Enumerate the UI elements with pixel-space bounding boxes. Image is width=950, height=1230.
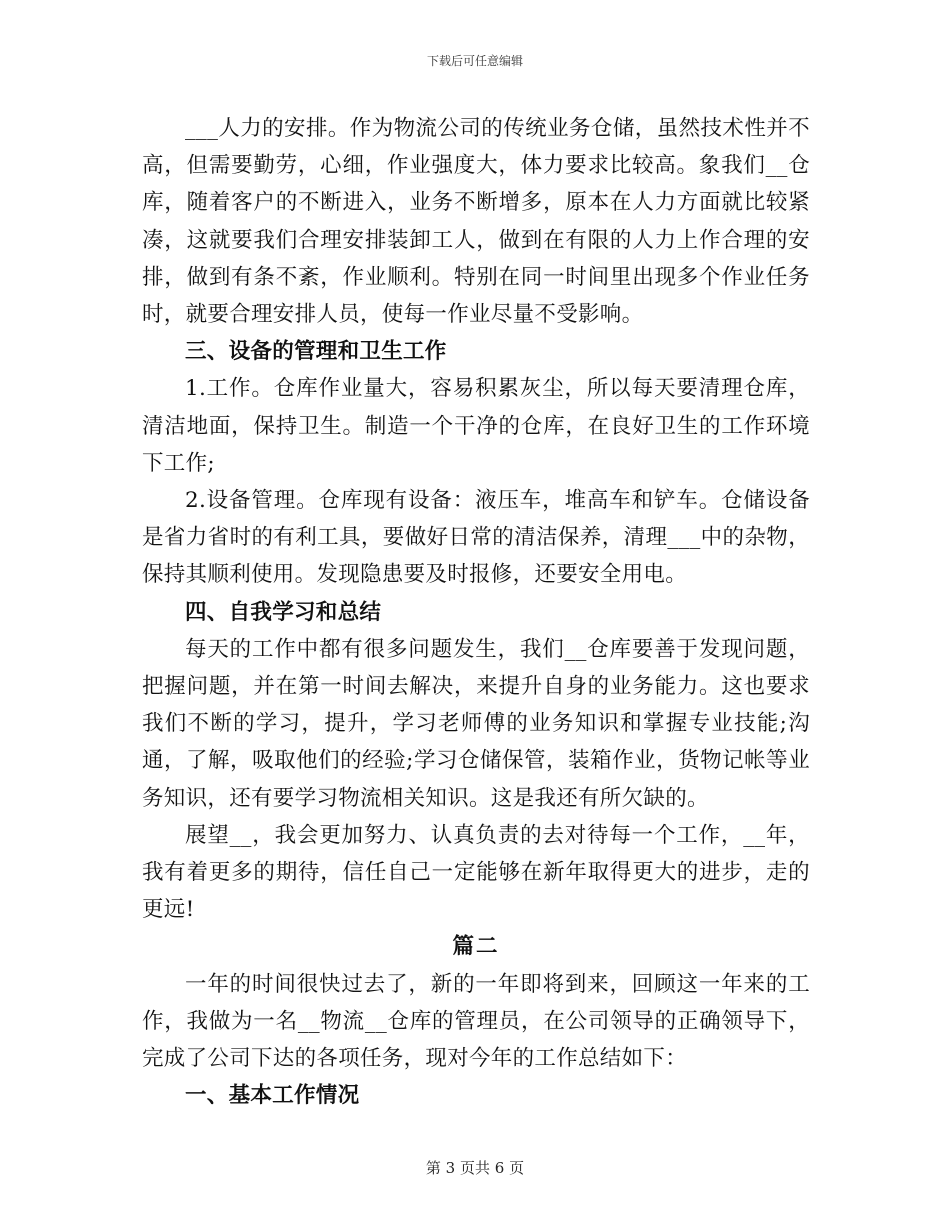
- heading-equipment-management: 三、设备的管理和卫生工作: [185, 339, 447, 365]
- heading-self-learning: 四、自我学习和总结: [185, 599, 382, 625]
- paragraph-outlook: 展望__，我会更加努力、认真负责的去对待每一个工作，__年，我有着更多的期待，信任自己一定能够在新年取得更大的进步，走的更远!: [142, 822, 810, 923]
- paragraph-year-review: 一年的时间很快过去了，新的一年即将到来，回顾这一年来的工作，我做为一名__物流__仓库的管理员，在公司领导的正确领导下，完成了公司下达的各项任务，现对今年的工作总结如下：: [142, 971, 810, 1072]
- paragraph-self-learning: 每天的工作中都有很多问题发生，我们__仓库要善于发现问题，把握问题，并在第一时间去解决，来提升自身的业务能力。这也要求我们不断的学习，提升，学习老师傅的业务知识和掌握专业技能;沟通，了解，吸取他们的经验;学习仓储保管，装箱作业，货物记帐等业务知识，还有要学习物流相关知识。这是我还有所欠缺的。: [142, 636, 810, 811]
- page-header: 下载后可任意编辑: [426, 54, 523, 68]
- paragraph-cleaning-work: 1.工作。仓库作业量大，容易积累灰尘，所以每天要清理仓库，清洁地面，保持卫生。制造一个干净的仓库，在良好卫生的工作环境下工作;: [142, 376, 810, 476]
- section-title-part-two: 篇二: [452, 934, 500, 960]
- heading-basic-work: 一、基本工作情况: [185, 1083, 360, 1109]
- paragraph-labor-arrangement: ___人力的安排。作为物流公司的传统业务仓储，虽然技术性并不高，但需要勤劳，心细，作业强度大，体力要求比较高。象我们__仓库，随着客户的不断进入，业务不断增多，原本在人力方面就比较紧凑，这就要我们合理安排装卸工人，做到在有限的人力上作合理的安排，做到有条不紊，作业顺利。特别在同一时间里出现多个作业任务时，就要合理安排人员，使每一作业尽量不受影响。: [142, 116, 810, 328]
- page-footer: 第 3 页共 6 页: [425, 1159, 525, 1177]
- paragraph-equipment-management: 2.设备管理。仓库现有设备：液压车，堆高车和铲车。仓储设备是省力省时的有利工具，要做好日常的清洁保养，清理___中的杂物，保持其顺利使用。发现隐患要及时报修，还要安全用电。: [142, 488, 810, 588]
- document-body: [142, 110, 810, 1114]
